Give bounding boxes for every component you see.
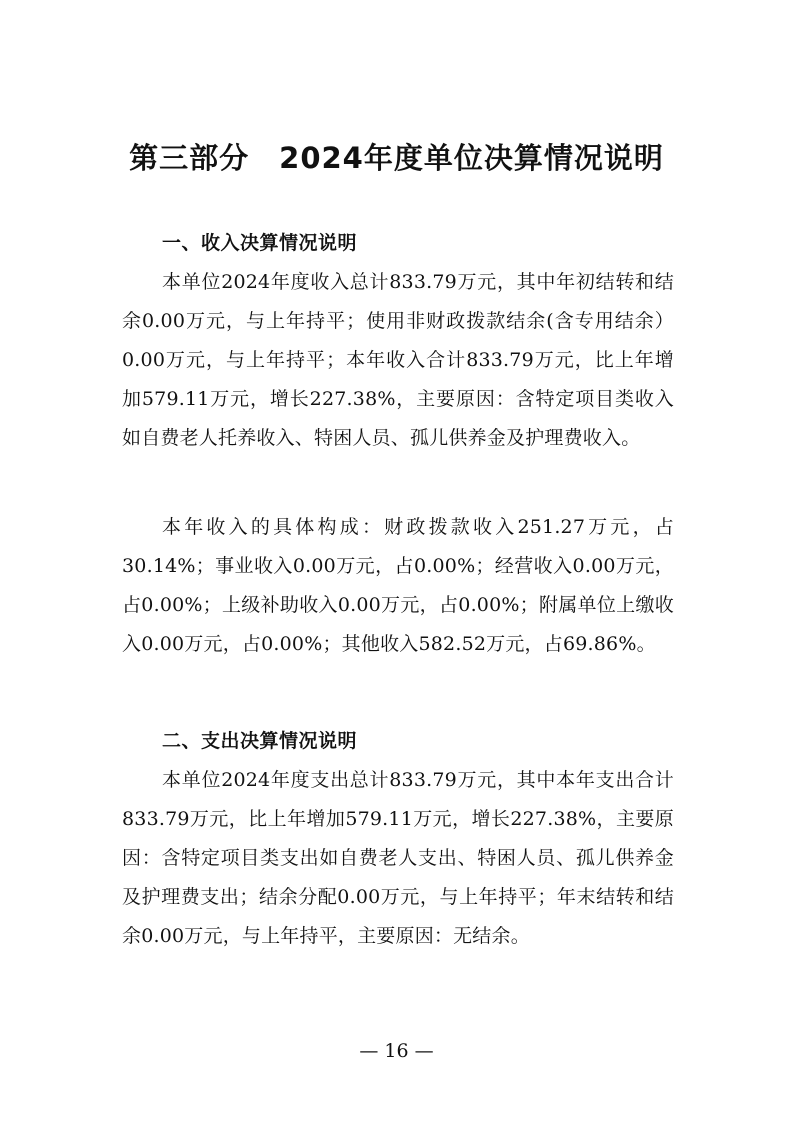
page-number: — 16 — bbox=[359, 1040, 434, 1062]
income-composition-text: 本年收入的具体构成：财政拨款收入251.27万元，占30.14%；事业收入0.00万元，占0.00%；经营收入0.00万元，占0.00%；上级补助收入0.00万元，占0.00%；附属单位上缴收入0.00万元，占0.00%；其他收入582.52万元，占69.86%。 bbox=[122, 516, 674, 655]
income-paragraph-2 bbox=[122, 508, 674, 664]
income-paragraph-1 bbox=[122, 263, 674, 458]
page-title: 第三部分 2024年度单位决算情况说明 bbox=[129, 141, 664, 175]
income-summary-text: 本单位2024年度收入总计833.79万元，其中年初结转和结余0.00万元，与上年持平；使用非财政拨款结余(含专用结余）0.00万元，与上年持平；本年收入合计833.79万元，比上年增加579.11万元，增长227.38%，主要原因：含特定项目类收入如自费老人托养收入、特困人员、孤儿供养金及护理费收入。 bbox=[122, 271, 674, 449]
expenditure-summary-text: 本单位2024年度支出总计833.79万元，其中本年支出合计833.79万元，比上年增加579.11万元，增长227.38%，主要原因：含特定项目类支出如自费老人支出、特困人员、孤儿供养金及护理费支出；结余分配0.00万元，与上年持平；年末结转和结余0.00万元，与上年持平，主要原因：无结余。 bbox=[122, 769, 674, 947]
section-heading-expenditure: 二、支出决算情况说明 bbox=[162, 730, 358, 752]
section-heading-income: 一、收入决算情况说明 bbox=[162, 232, 358, 254]
expenditure-paragraph-1 bbox=[122, 761, 674, 956]
